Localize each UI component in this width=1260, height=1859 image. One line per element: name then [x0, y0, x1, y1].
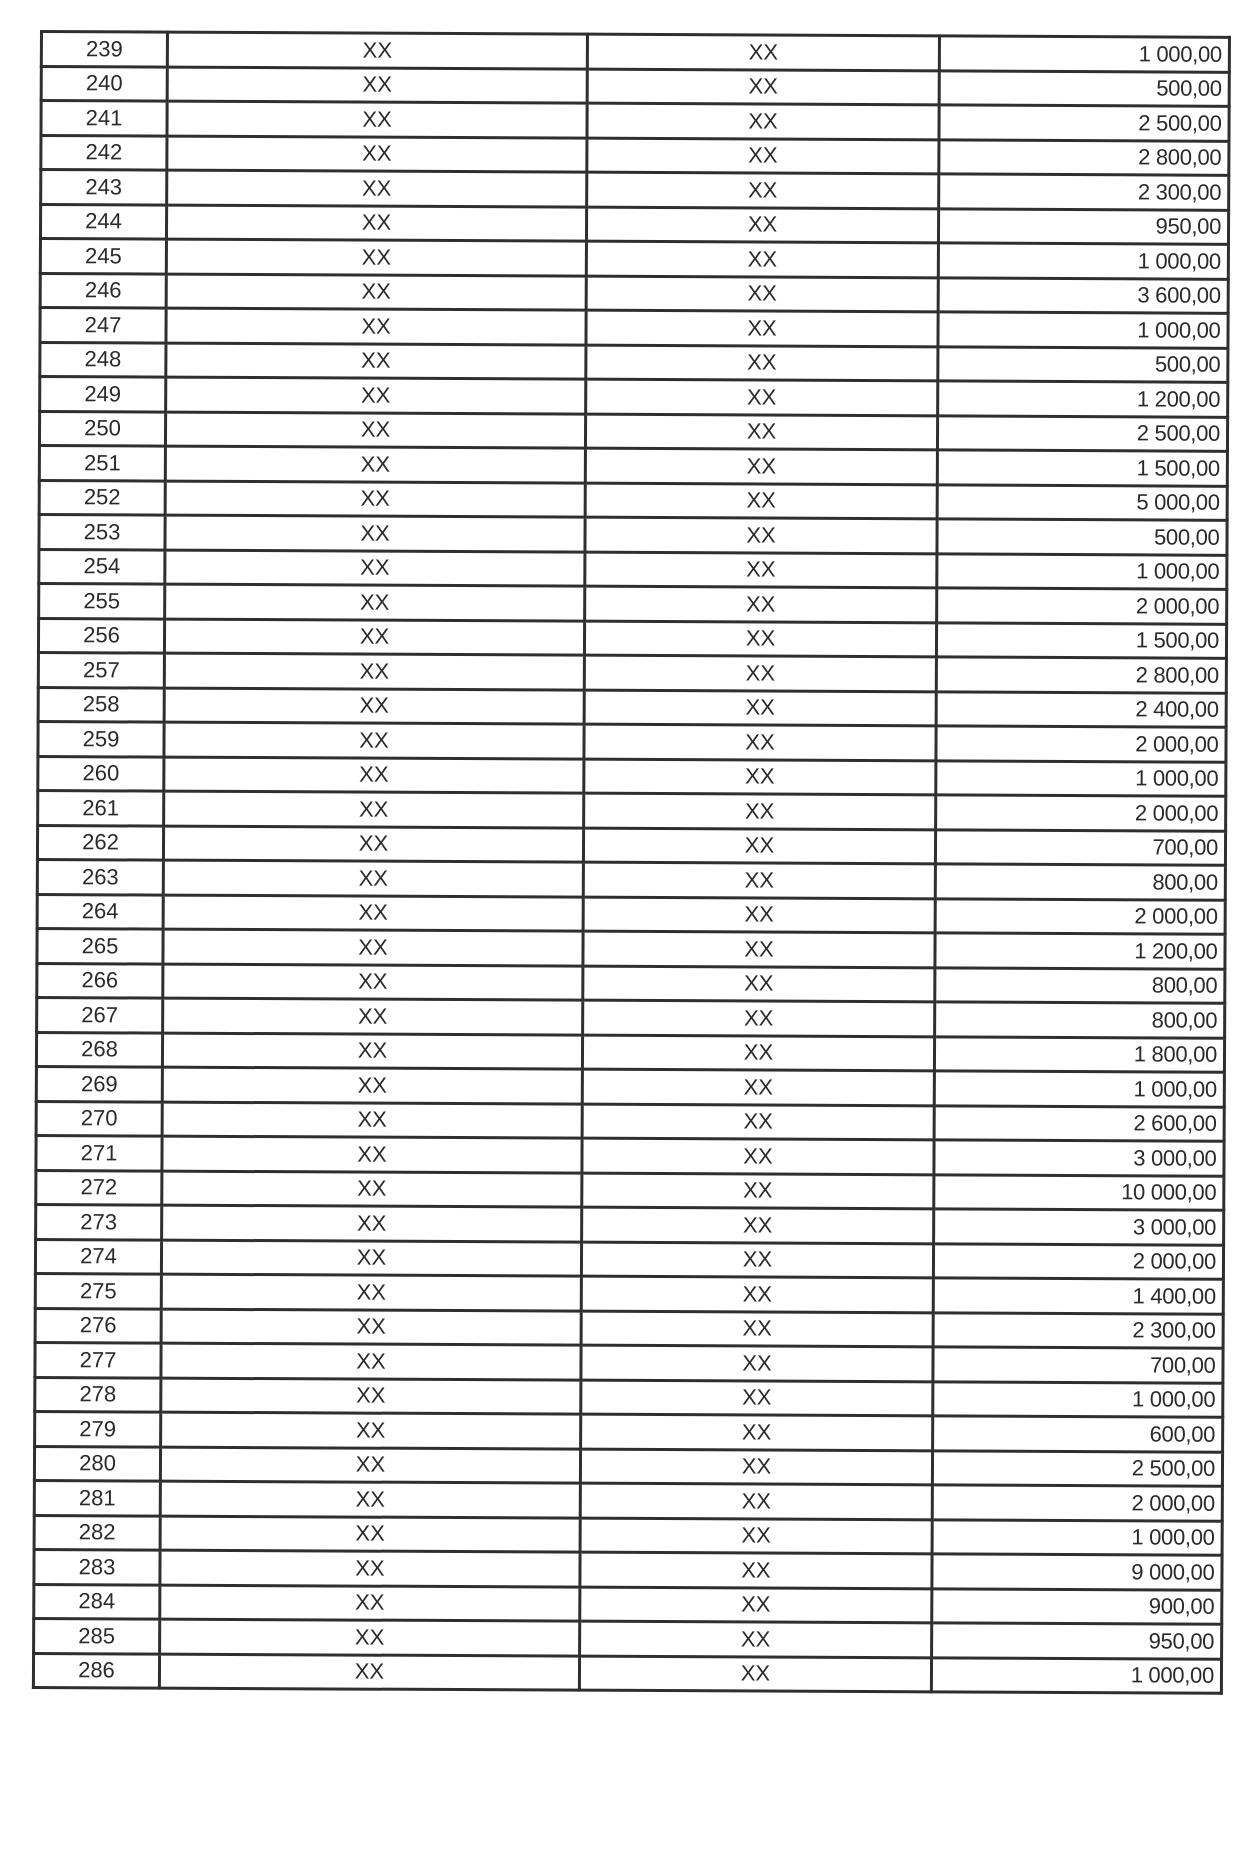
column-a-cell: XX	[163, 895, 583, 932]
column-b-cell: XX	[585, 552, 937, 588]
table-row	[35, 1377, 1223, 1417]
column-a-cell: XX	[167, 32, 587, 69]
row-number-cell: 257	[38, 652, 164, 687]
amount-cell: 10 000,00	[934, 1174, 1224, 1210]
amount-cell: 2 000,00	[933, 1243, 1223, 1279]
column-a-cell: XX	[164, 653, 584, 690]
column-a-cell: XX	[160, 1619, 580, 1656]
table-row	[41, 32, 1229, 72]
table-row	[34, 1480, 1222, 1520]
column-a-cell: XX	[160, 1516, 580, 1553]
column-b-cell: XX	[582, 1069, 934, 1105]
column-b-cell: XX	[581, 1414, 933, 1450]
column-a-cell: XX	[161, 1309, 581, 1346]
column-b-cell: XX	[581, 1311, 933, 1347]
column-a-cell: XX	[167, 101, 587, 138]
amount-cell: 1 000,00	[931, 1657, 1221, 1693]
amount-cell: 900,00	[932, 1588, 1222, 1624]
row-number-cell: 275	[35, 1273, 161, 1308]
amount-cell: 3 000,00	[934, 1209, 1224, 1245]
row-number-cell: 245	[40, 239, 166, 274]
row-number-cell: 262	[37, 825, 163, 860]
row-number-cell: 241	[41, 101, 167, 136]
column-b-cell: XX	[579, 1656, 931, 1692]
row-number-cell: 274	[35, 1239, 161, 1274]
table-row	[37, 825, 1225, 865]
column-b-cell: XX	[585, 586, 937, 622]
table-row	[41, 135, 1229, 175]
column-b-cell: XX	[585, 517, 937, 553]
column-b-cell: XX	[583, 1000, 935, 1036]
column-b-cell: XX	[580, 1518, 932, 1554]
column-a-cell: XX	[161, 1412, 581, 1449]
row-number-cell: 239	[41, 32, 167, 67]
column-b-cell: XX	[584, 621, 936, 657]
amount-cell: 1 800,00	[934, 1036, 1224, 1072]
table-row	[36, 1032, 1224, 1072]
table-row	[34, 1618, 1222, 1658]
row-number-cell: 254	[39, 549, 165, 584]
column-a-cell: XX	[160, 1585, 580, 1622]
column-a-cell: XX	[167, 67, 587, 104]
column-a-cell: XX	[164, 722, 584, 759]
table-row	[39, 480, 1227, 520]
table-row	[40, 273, 1228, 313]
row-number-cell: 260	[38, 756, 164, 791]
amount-cell: 2 000,00	[936, 795, 1226, 831]
column-b-cell: XX	[587, 69, 939, 105]
row-number-cell: 273	[36, 1204, 162, 1239]
column-b-cell: XX	[581, 1276, 933, 1312]
amount-cell: 2 800,00	[936, 657, 1226, 693]
amount-cell: 2 500,00	[932, 1450, 1222, 1486]
column-a-cell: XX	[162, 1136, 582, 1173]
column-a-cell: XX	[160, 1481, 580, 1518]
column-a-cell: XX	[162, 1205, 582, 1242]
amount-cell: 1 000,00	[932, 1519, 1222, 1555]
table-row	[33, 1653, 1221, 1693]
column-a-cell: XX	[166, 205, 586, 242]
column-a-cell: XX	[164, 619, 584, 656]
table-row	[35, 1239, 1223, 1279]
column-b-cell: XX	[583, 966, 935, 1002]
amount-cell: 2 500,00	[939, 105, 1229, 141]
column-a-cell: XX	[161, 1343, 581, 1380]
column-a-cell: XX	[166, 274, 586, 311]
amount-cell: 500,00	[939, 70, 1229, 106]
column-b-cell: XX	[580, 1552, 932, 1588]
row-number-cell: 253	[39, 515, 165, 550]
amount-cell: 800,00	[935, 864, 1225, 900]
column-b-cell: XX	[583, 862, 935, 898]
table-row	[40, 377, 1228, 417]
amount-cell: 2 000,00	[936, 726, 1226, 762]
row-number-cell: 255	[39, 584, 165, 619]
table-row	[34, 1446, 1222, 1486]
column-b-cell: XX	[584, 724, 936, 760]
row-number-cell: 261	[38, 790, 164, 825]
row-number-cell: 248	[40, 342, 166, 377]
table-row	[34, 1584, 1222, 1624]
row-number-cell: 268	[36, 1032, 162, 1067]
amount-cell: 950,00	[938, 208, 1228, 244]
column-a-cell: XX	[163, 826, 583, 863]
table-row	[40, 239, 1228, 279]
table-row	[36, 1170, 1224, 1210]
column-a-cell: XX	[167, 170, 587, 207]
column-a-cell: XX	[161, 1378, 581, 1415]
column-a-cell: XX	[160, 1447, 580, 1484]
amount-cell: 2 500,00	[937, 415, 1227, 451]
row-number-cell: 247	[40, 308, 166, 343]
table-row	[38, 618, 1226, 658]
column-a-cell: XX	[163, 964, 583, 1001]
row-number-cell: 250	[39, 411, 165, 446]
table-row	[35, 1273, 1223, 1313]
table-row	[39, 411, 1227, 451]
column-a-cell: XX	[167, 136, 587, 173]
table-row	[39, 549, 1227, 589]
column-a-cell: XX	[165, 515, 585, 552]
column-a-cell: XX	[165, 584, 585, 621]
table-row	[39, 515, 1227, 555]
amount-cell: 1 400,00	[933, 1278, 1223, 1314]
amount-cell: 2 000,00	[932, 1485, 1222, 1521]
table-row	[37, 963, 1225, 1003]
table-row	[41, 101, 1229, 141]
column-b-cell: XX	[580, 1621, 932, 1657]
column-a-cell: XX	[165, 481, 585, 518]
row-number-cell: 244	[40, 204, 166, 239]
column-b-cell: XX	[584, 793, 936, 829]
amount-cell: 1 000,00	[936, 760, 1226, 796]
column-b-cell: XX	[585, 483, 937, 519]
amount-cell: 1 000,00	[938, 312, 1228, 348]
table-row	[34, 1549, 1222, 1589]
table-row	[37, 997, 1225, 1037]
table-row	[37, 928, 1225, 968]
column-b-cell: XX	[587, 34, 939, 70]
column-b-cell: XX	[584, 759, 936, 795]
column-a-cell: XX	[160, 1550, 580, 1587]
column-b-cell: XX	[580, 1449, 932, 1485]
row-number-cell: 279	[35, 1411, 161, 1446]
column-a-cell: XX	[164, 688, 584, 725]
document-page	[40, 30, 1228, 1689]
row-number-cell: 242	[41, 135, 167, 170]
row-number-cell: 249	[40, 377, 166, 412]
amount-cell: 500,00	[938, 346, 1228, 382]
column-b-cell: XX	[580, 1587, 932, 1623]
column-b-cell: XX	[582, 1138, 934, 1174]
table-row	[38, 721, 1226, 761]
table-row	[38, 687, 1226, 727]
column-b-cell: XX	[582, 1207, 934, 1243]
table-row	[35, 1342, 1223, 1382]
column-a-cell: XX	[162, 1067, 582, 1104]
column-b-cell: XX	[584, 690, 936, 726]
amount-cell: 1 000,00	[933, 1381, 1223, 1417]
row-number-cell: 285	[34, 1618, 160, 1653]
column-b-cell: XX	[586, 276, 938, 312]
table-row	[36, 1135, 1224, 1175]
row-number-cell: 263	[37, 859, 163, 894]
row-number-cell: 277	[35, 1342, 161, 1377]
column-a-cell: XX	[166, 239, 586, 276]
column-b-cell: XX	[585, 448, 937, 484]
column-b-cell: XX	[586, 379, 938, 415]
table-row	[37, 894, 1225, 934]
row-number-cell: 265	[37, 928, 163, 963]
column-b-cell: XX	[582, 1035, 934, 1071]
amount-cell: 500,00	[937, 519, 1227, 555]
row-number-cell: 270	[36, 1101, 162, 1136]
amount-cell: 1 000,00	[934, 1071, 1224, 1107]
column-b-cell: XX	[581, 1242, 933, 1278]
row-number-cell: 281	[34, 1480, 160, 1515]
column-a-cell: XX	[166, 377, 586, 414]
table-row	[39, 584, 1227, 624]
column-b-cell: XX	[586, 241, 938, 277]
column-b-cell: XX	[583, 897, 935, 933]
amount-cell: 2 300,00	[933, 1312, 1223, 1348]
amount-cell: 600,00	[933, 1416, 1223, 1452]
amount-cell: 1 000,00	[937, 553, 1227, 589]
row-number-cell: 272	[36, 1170, 162, 1205]
amount-cell: 1 500,00	[936, 622, 1226, 658]
row-number-cell: 259	[38, 721, 164, 756]
row-number-cell: 243	[41, 170, 167, 205]
row-number-cell: 256	[38, 618, 164, 653]
column-a-cell: XX	[163, 929, 583, 966]
column-b-cell: XX	[586, 310, 938, 346]
amount-cell: 1 200,00	[938, 381, 1228, 417]
column-b-cell: XX	[583, 931, 935, 967]
row-number-cell: 264	[37, 894, 163, 929]
column-b-cell: XX	[586, 345, 938, 381]
column-b-cell: XX	[582, 1173, 934, 1209]
table-row	[36, 1204, 1224, 1244]
column-a-cell: XX	[165, 550, 585, 587]
column-b-cell: XX	[585, 414, 937, 450]
column-a-cell: XX	[164, 791, 584, 828]
column-b-cell: XX	[581, 1345, 933, 1381]
column-b-cell: XX	[583, 828, 935, 864]
column-a-cell: XX	[161, 1274, 581, 1311]
amount-cell: 950,00	[932, 1623, 1222, 1659]
column-a-cell: XX	[162, 1102, 582, 1139]
row-number-cell: 282	[34, 1515, 160, 1550]
row-number-cell: 278	[35, 1377, 161, 1412]
row-number-cell: 284	[34, 1584, 160, 1619]
amount-cell: 2 400,00	[936, 691, 1226, 727]
table-row	[41, 170, 1229, 210]
amount-cell: 700,00	[933, 1347, 1223, 1383]
amount-cell: 3 600,00	[938, 277, 1228, 313]
table-row	[40, 308, 1228, 348]
table-row	[35, 1308, 1223, 1348]
table-row	[40, 204, 1228, 244]
row-number-cell: 252	[39, 480, 165, 515]
column-a-cell: XX	[166, 343, 586, 380]
row-number-cell: 283	[34, 1549, 160, 1584]
table-row	[36, 1066, 1224, 1106]
column-a-cell: XX	[166, 308, 586, 345]
column-a-cell: XX	[163, 998, 583, 1035]
row-number-cell: 251	[39, 446, 165, 481]
row-number-cell: 267	[37, 997, 163, 1032]
table-row	[34, 1515, 1222, 1555]
table-row	[38, 652, 1226, 692]
row-number-cell: 269	[36, 1066, 162, 1101]
amount-cell: 700,00	[935, 829, 1225, 865]
column-a-cell: XX	[163, 860, 583, 897]
table-row	[39, 446, 1227, 486]
row-number-cell: 240	[41, 66, 167, 101]
column-b-cell: XX	[586, 207, 938, 243]
table-row	[41, 66, 1229, 106]
row-number-cell: 246	[40, 273, 166, 308]
row-number-cell: 276	[35, 1308, 161, 1343]
amount-cell: 3 000,00	[934, 1140, 1224, 1176]
column-b-cell: XX	[587, 103, 939, 139]
column-a-cell: XX	[159, 1654, 579, 1691]
column-b-cell: XX	[581, 1380, 933, 1416]
column-b-cell: XX	[584, 655, 936, 691]
amount-cell: 800,00	[935, 1002, 1225, 1038]
row-number-cell: 280	[34, 1446, 160, 1481]
amounts-table	[32, 30, 1231, 1695]
column-a-cell: XX	[165, 446, 585, 483]
column-a-cell: XX	[162, 1033, 582, 1070]
table-row	[35, 1411, 1223, 1451]
amount-cell: 9 000,00	[932, 1554, 1222, 1590]
amount-cell: 1 500,00	[937, 450, 1227, 486]
amount-cell: 1 000,00	[938, 243, 1228, 279]
amount-cell: 800,00	[935, 967, 1225, 1003]
column-b-cell: XX	[587, 138, 939, 174]
table-row	[38, 756, 1226, 796]
amount-cell: 2 000,00	[937, 588, 1227, 624]
row-number-cell: 286	[33, 1653, 159, 1688]
table-body	[33, 32, 1229, 1694]
row-number-cell: 266	[37, 963, 163, 998]
column-a-cell: XX	[164, 757, 584, 794]
row-number-cell: 258	[38, 687, 164, 722]
amount-cell: 5 000,00	[937, 484, 1227, 520]
column-a-cell: XX	[165, 412, 585, 449]
amount-cell: 2 300,00	[939, 174, 1229, 210]
row-number-cell: 271	[36, 1135, 162, 1170]
column-b-cell: XX	[580, 1483, 932, 1519]
column-a-cell: XX	[162, 1171, 582, 1208]
amount-cell: 2 600,00	[934, 1105, 1224, 1141]
column-a-cell: XX	[161, 1240, 581, 1277]
amount-cell: 1 200,00	[935, 933, 1225, 969]
table-row	[40, 342, 1228, 382]
table-row	[37, 859, 1225, 899]
amount-cell: 2 800,00	[939, 139, 1229, 175]
column-b-cell: XX	[582, 1104, 934, 1140]
amount-cell: 1 000,00	[939, 36, 1229, 72]
table-row	[38, 790, 1226, 830]
table-row	[36, 1101, 1224, 1141]
column-b-cell: XX	[587, 172, 939, 208]
amount-cell: 2 000,00	[935, 898, 1225, 934]
